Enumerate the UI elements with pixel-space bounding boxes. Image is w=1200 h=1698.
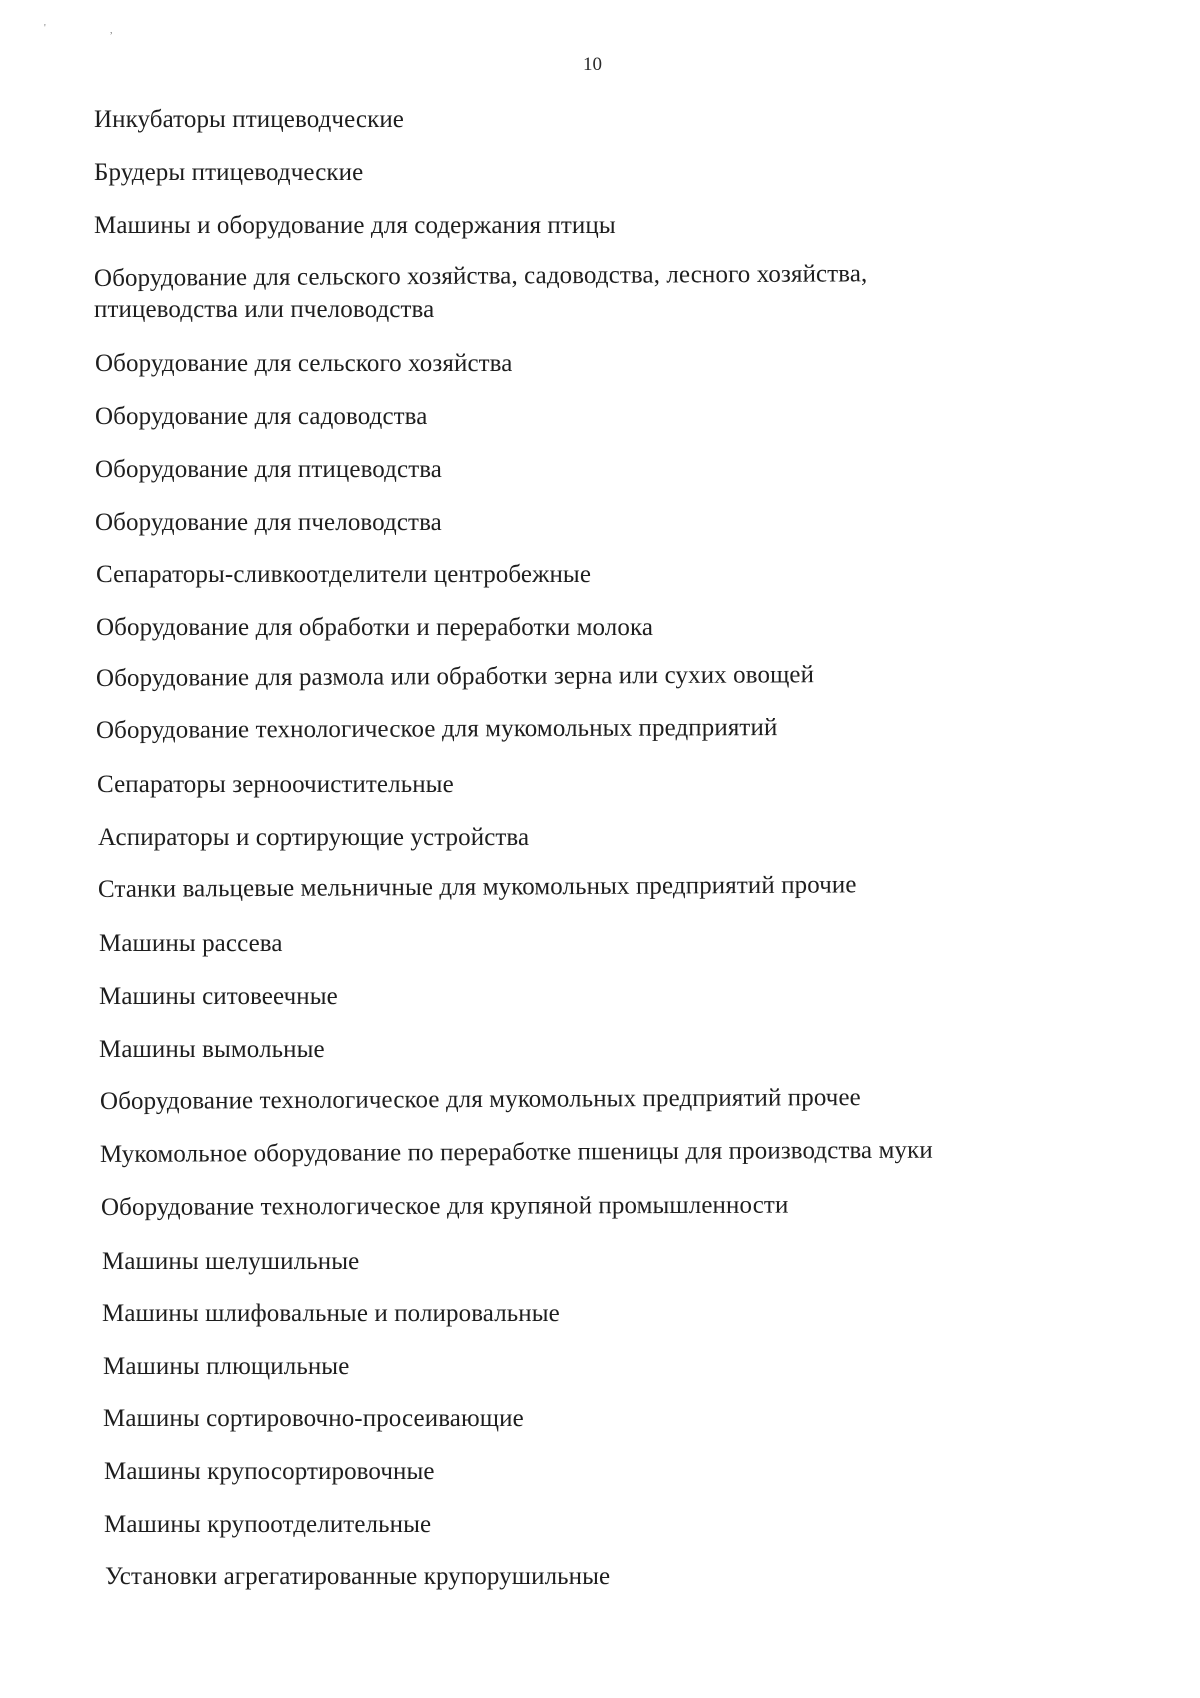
list-item: Оборудование для размола или обработки зерна или сухих овощей <box>95 661 815 692</box>
list-item: Машины крупосортировочные <box>104 1458 435 1485</box>
list-item: Машины ситовеечные <box>99 983 338 1010</box>
list-item: Машины плющильные <box>103 1353 350 1380</box>
list-item: Аспираторы и сортирующие устройства <box>98 824 530 851</box>
list-item: Оборудование технологическое для мукомольных предприятий <box>95 714 778 744</box>
list-item: Брудеры птицеводческие <box>94 159 364 186</box>
list-item: Оборудование для обработки и переработки молока <box>96 614 654 641</box>
list-item: Машины сортировочно-просеивающие <box>103 1405 524 1432</box>
list-item: Сепараторы зерноочистительные <box>97 771 454 798</box>
list-item: Машины и оборудование для содержания птицы <box>94 212 616 239</box>
scan-artifact-mark: ' <box>44 23 46 34</box>
list-item: Машины шелушильные <box>102 1248 360 1275</box>
scan-artifact-mark: , <box>110 25 113 36</box>
list-item-continuation: птицеводства или пчеловодства <box>94 296 435 323</box>
list-item: Машины рассева <box>99 930 283 957</box>
list-item: Машины крупоотделительные <box>104 1511 432 1538</box>
list-item: Машины шлифовальные и полировальные <box>102 1300 560 1327</box>
list-item: Сепараторы-сливкоотделители центробежные <box>96 561 592 588</box>
list-item: Инкубаторы птицеводческие <box>94 106 405 133</box>
list-item: Установки агрегатированные крупорушильные <box>105 1563 611 1590</box>
list-item: Оборудование для пчеловодства <box>95 509 442 536</box>
list-item: Оборудование для птицеводства <box>95 456 442 483</box>
list-item: Мукомольное оборудование по переработке пшеницы для производства муки <box>99 1136 933 1168</box>
list-item: Оборудование технологическое для мукомольных предприятий прочее <box>99 1084 861 1115</box>
list-item: Машины вымольные <box>99 1036 325 1063</box>
list-item: Оборудование для сельского хозяйства <box>95 350 513 377</box>
list-item: Оборудование для садоводства <box>95 403 428 430</box>
list-item: Оборудование для сельского хозяйства, садоводства, лесного хозяйства, <box>93 260 868 292</box>
list-item: Оборудование технологическое для крупяной промышленности <box>100 1191 789 1221</box>
page-number: 10 <box>583 54 602 75</box>
list-item: Станки вальцевые мельничные для мукомольных предприятий прочие <box>97 871 857 903</box>
